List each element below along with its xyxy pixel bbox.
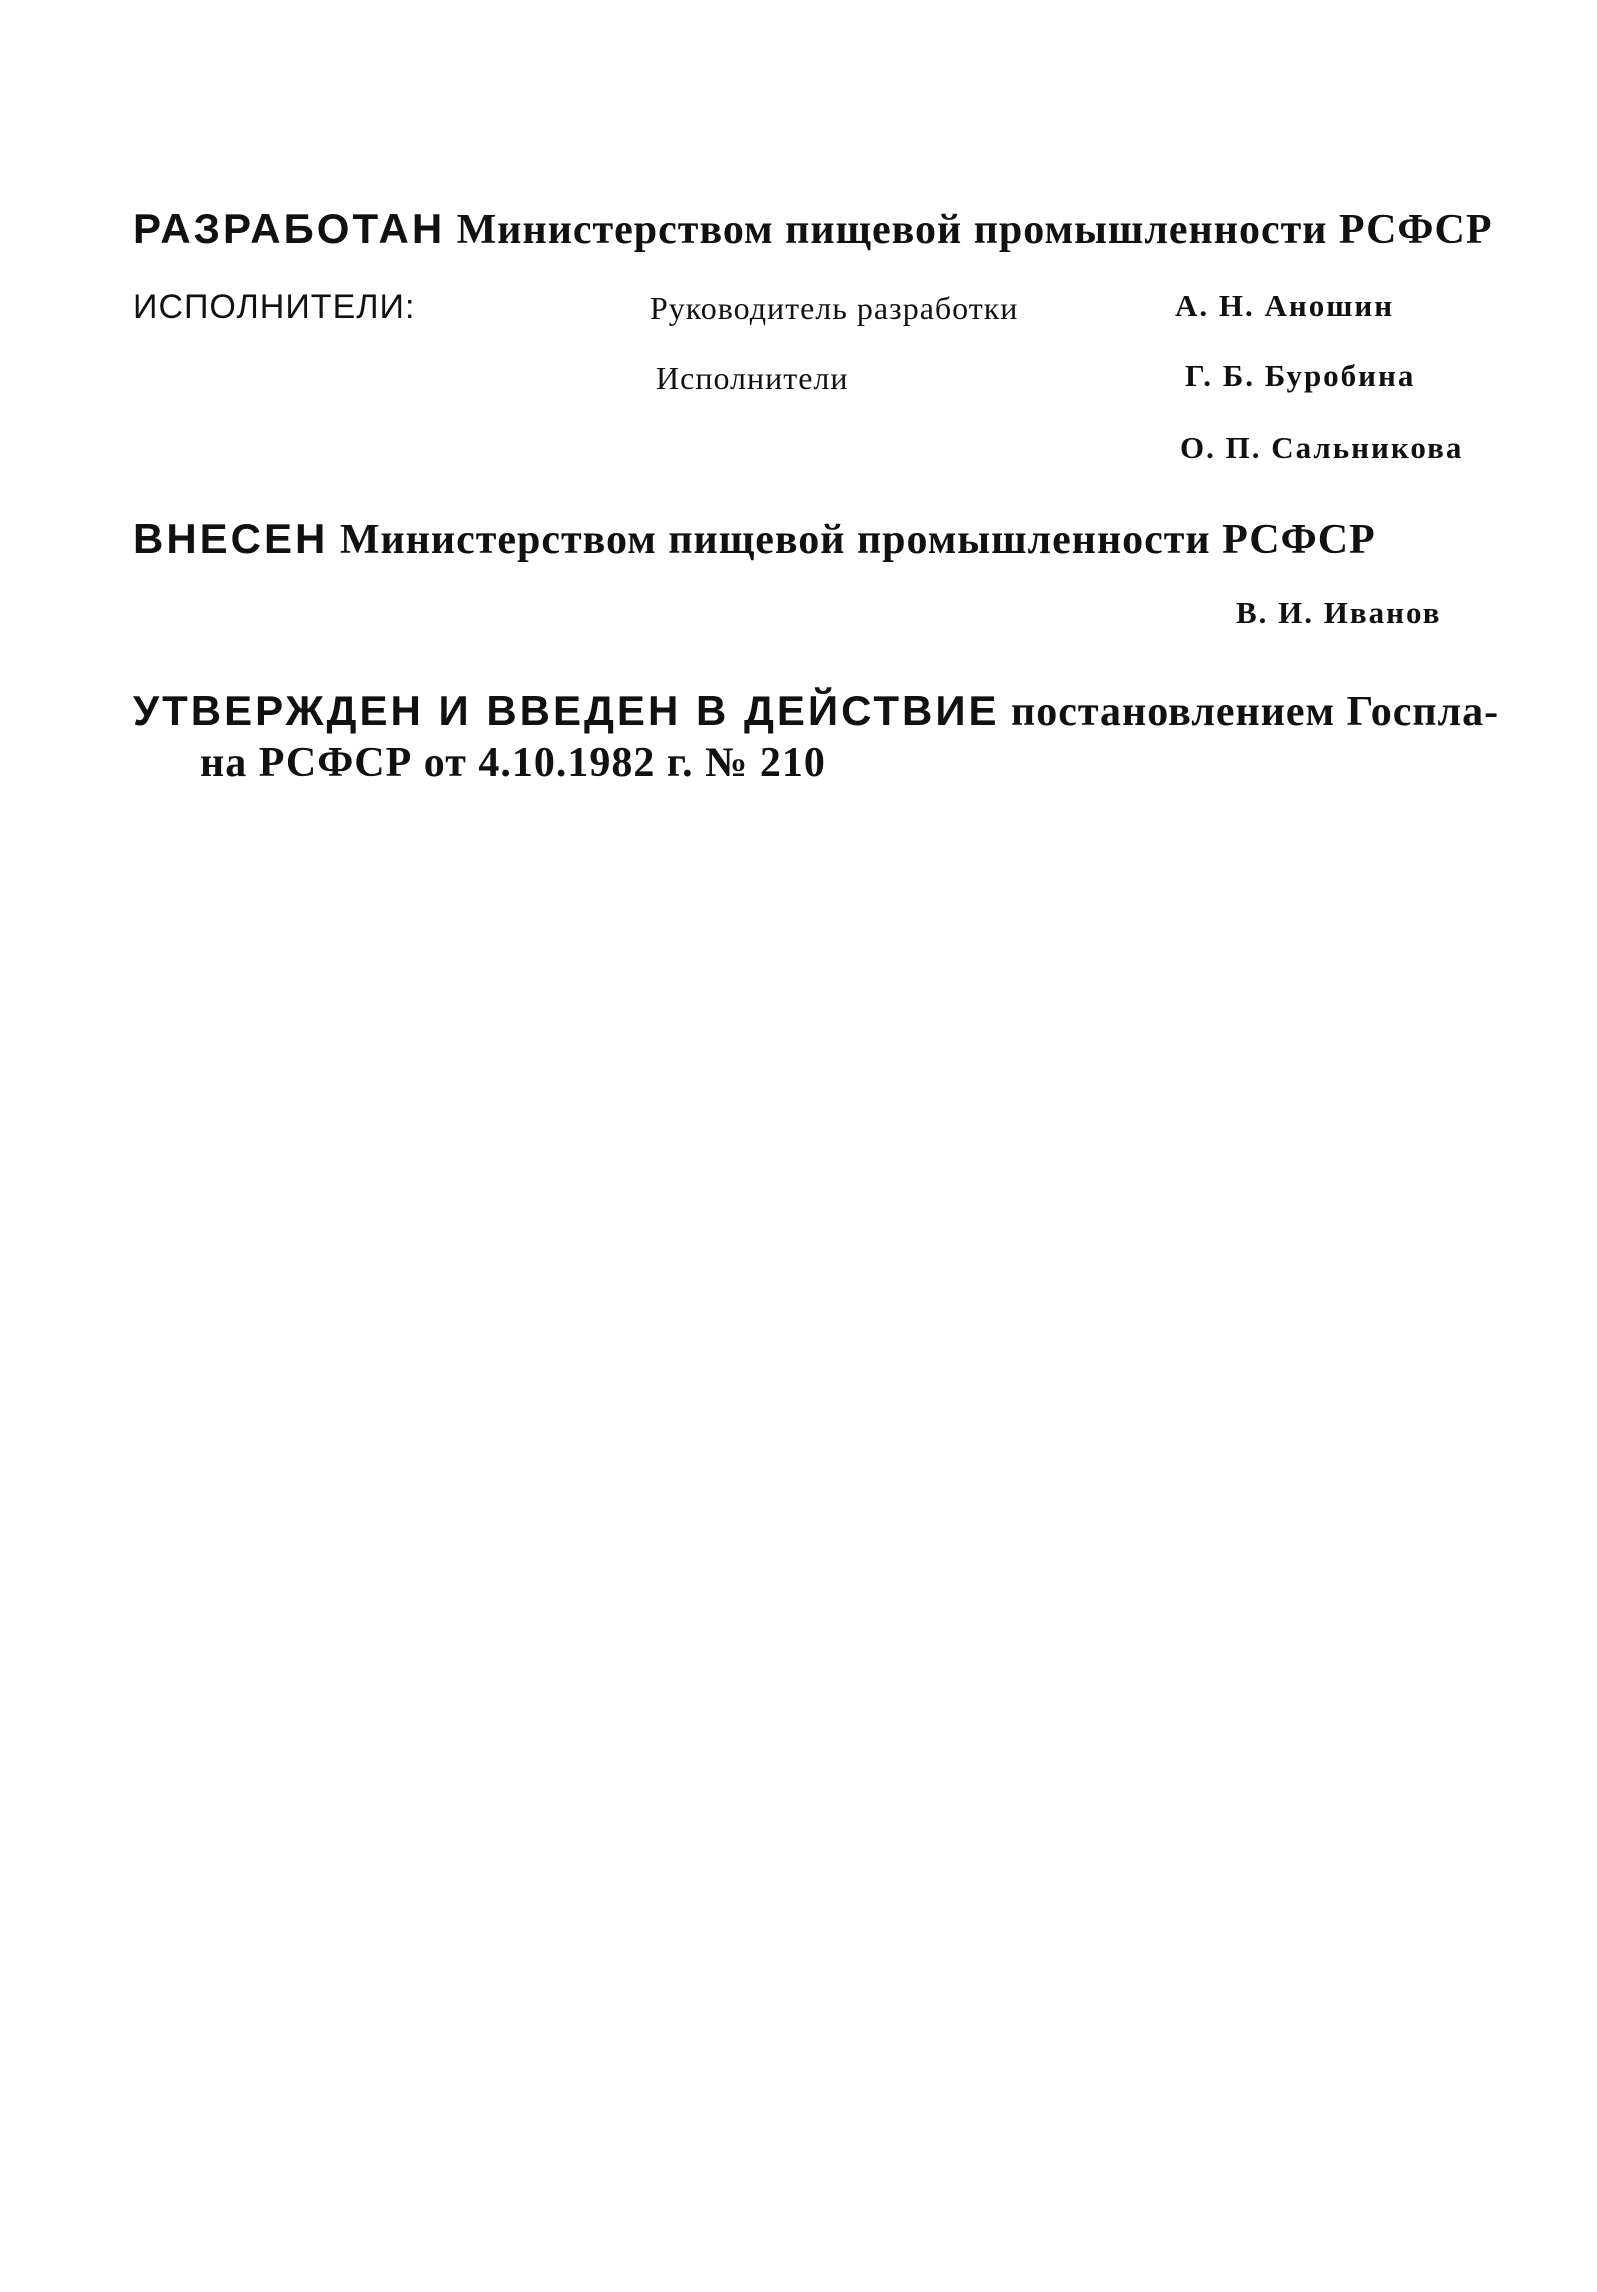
approved-line-1 [133,687,1500,735]
team-name-1: Г. Б. Буробина [1185,358,1416,393]
team-role: Исполнители [656,360,849,396]
approved-date-number: на РСФСР от 4.10.1982 г. № 210 [200,740,826,786]
lead-role: Руководитель разработки [650,290,1019,326]
introduced-ministry: Министерством пищевой промышленности РСФСР [339,517,1376,563]
approved-caps: УТВЕРЖДЕН И ВВЕДЕН В ДЕЙСТВИЕ [133,687,1000,734]
introduced-line [133,515,1376,563]
approved-line-2 [200,742,826,784]
approved-resolution: постановлением Госпла- [1011,689,1500,735]
developed-caps: РАЗРАБОТАН [133,205,446,252]
team-name-2: О. П. Сальникова [1180,430,1464,465]
developed-ministry: Министерством пищевой промышленности РСФСР [456,207,1493,253]
executors-label: ИСПОЛНИТЕЛИ: [133,288,416,326]
introduced-person: В. И. Иванов [1236,595,1442,630]
developed-line [133,205,1493,253]
introduced-caps: ВНЕСЕН [133,515,329,562]
lead-name: А. Н. Аношин [1175,288,1395,323]
